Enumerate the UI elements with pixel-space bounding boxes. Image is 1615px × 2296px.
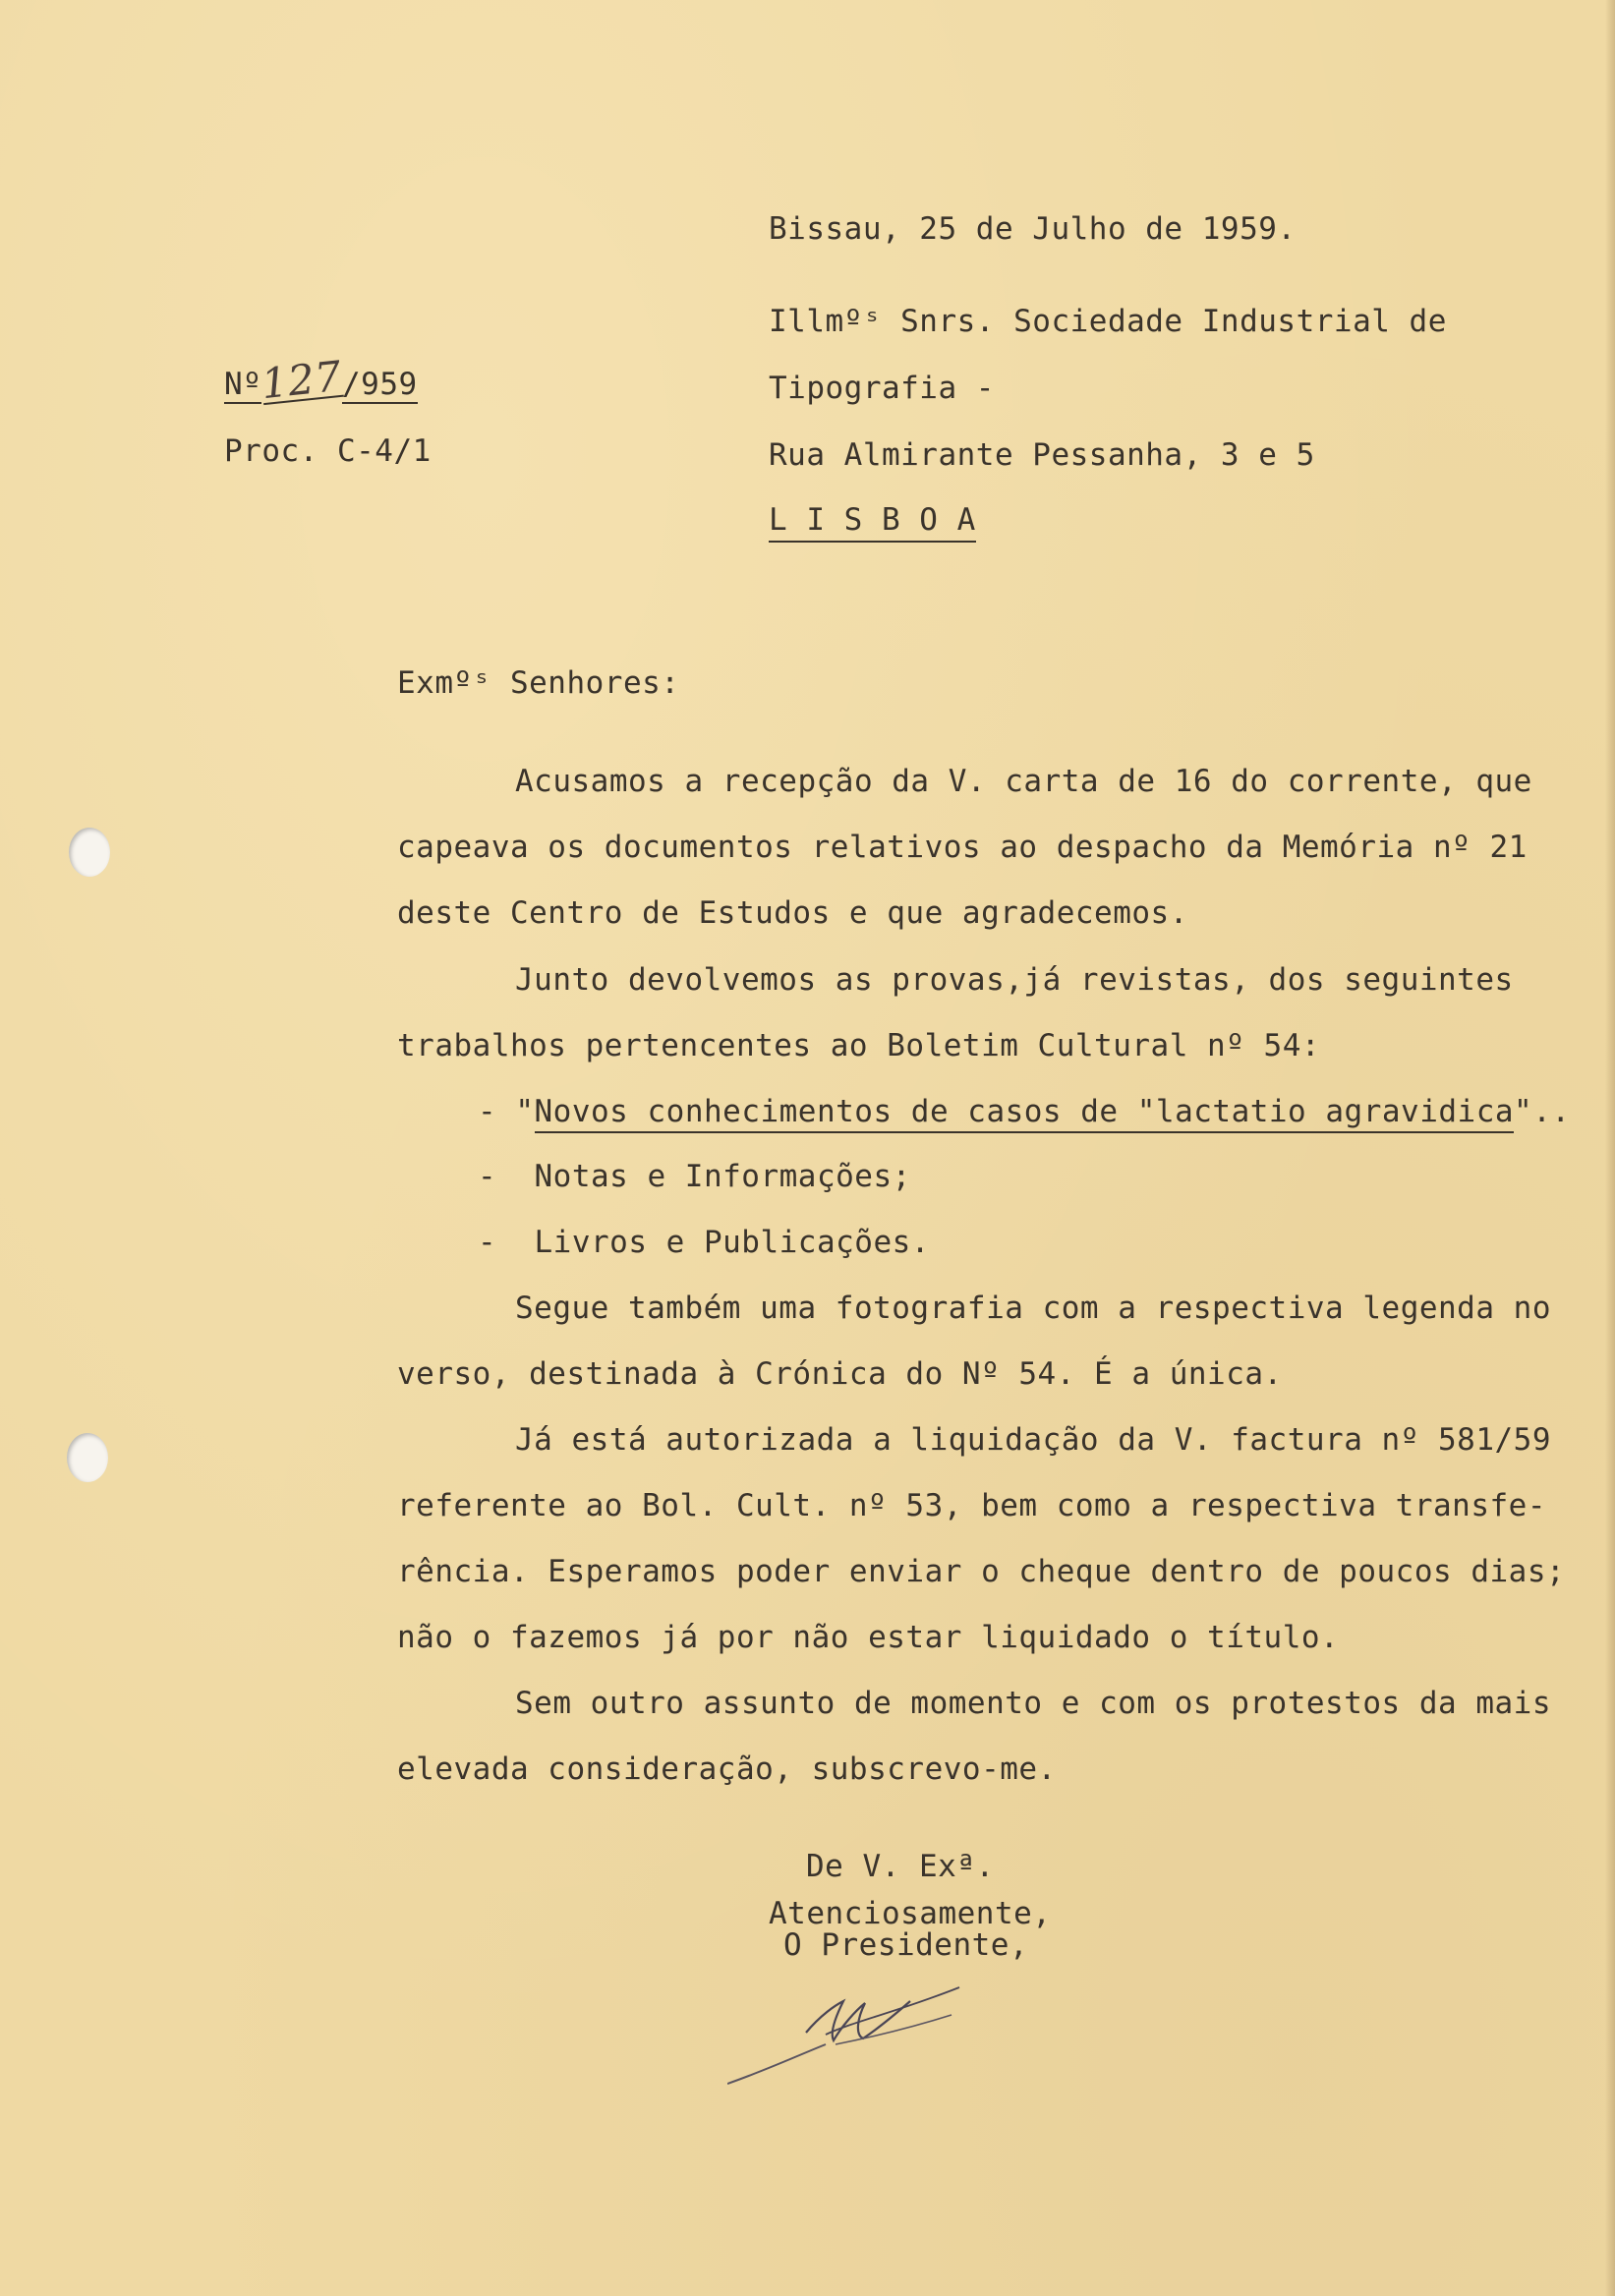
body-line: trabalhos pertencentes ao Boletim Cultural nº 54: <box>397 1028 1321 1063</box>
list-item <box>478 1093 1571 1130</box>
list-dash: - <box>478 1094 497 1129</box>
body-line: Segue também uma fotografia com a respectiva legenda no <box>515 1291 1551 1326</box>
salutation: Exmºˢ Senhores: <box>397 665 680 701</box>
process-number: Proc. C-4/1 <box>224 433 432 469</box>
body-line: deste Centro de Estudos e que agradecemos. <box>397 895 1188 931</box>
closing-line: O Presidente, <box>783 1927 1029 1963</box>
addressee-line-3: Rua Almirante Pessanha, 3 e 5 <box>769 437 1315 473</box>
body-line: referente ao Bol. Cult. nº 53, bem como a respectiva transfe- <box>397 1488 1546 1523</box>
closing-line: Atenciosamente, <box>769 1896 1052 1931</box>
reference-handwritten-number: 127 <box>259 351 345 409</box>
list-quote-open: " <box>515 1094 535 1129</box>
punch-hole-bottom <box>67 1433 108 1482</box>
list-item <box>478 1158 911 1195</box>
reference-suffix: /959 <box>342 367 418 402</box>
closing-line: De V. Exª. <box>806 1849 995 1884</box>
reference-prefix: Nº <box>224 367 262 402</box>
list-item-title: Notas e Informações; <box>534 1159 911 1194</box>
addressee-city: L I S B O A <box>769 501 976 543</box>
addressee-line-2: Tipografia - <box>769 371 995 406</box>
page-edge-shadow <box>1605 0 1615 2296</box>
body-line: rência. Esperamos poder enviar o cheque dentro de poucos dias; <box>397 1554 1566 1589</box>
date-line: Bissau, 25 de Julho de 1959. <box>769 211 1297 247</box>
list-dash: - <box>478 1159 497 1194</box>
body-line: Acusamos a recepção da V. carta de 16 do corrente, que <box>515 764 1532 799</box>
list-item <box>478 1224 930 1261</box>
list-item-title: Livros e Publicações. <box>534 1225 930 1260</box>
handwritten-signature <box>727 1976 983 2094</box>
body-line: elevada consideração, subscrevo-me. <box>397 1751 1057 1787</box>
body-line: Junto devolvemos as provas,já revistas, dos seguintes <box>515 962 1514 998</box>
addressee-line-1: Illmºˢ Snrs. Sociedade Industrial de <box>769 304 1447 339</box>
punch-hole-top <box>69 828 110 877</box>
reference-number <box>224 351 418 409</box>
body-line: Sem outro assunto de momento e com os protestos da mais <box>515 1686 1551 1721</box>
body-line: Já está autorizada a liquidação da V. factura nº 581/59 <box>515 1422 1551 1458</box>
body-line: capeava os documentos relativos ao despacho da Memória nº 21 <box>397 830 1528 865</box>
body-line: não o fazemos já por não estar liquidado o título. <box>397 1620 1340 1655</box>
list-dash: - <box>478 1225 497 1260</box>
list-item-title: Novos conhecimentos de casos de "lactatio agravidica <box>535 1094 1515 1133</box>
list-item-tail: ".. <box>1514 1094 1571 1129</box>
body-line: verso, destinada à Crónica do Nº 54. É a única. <box>397 1356 1283 1392</box>
